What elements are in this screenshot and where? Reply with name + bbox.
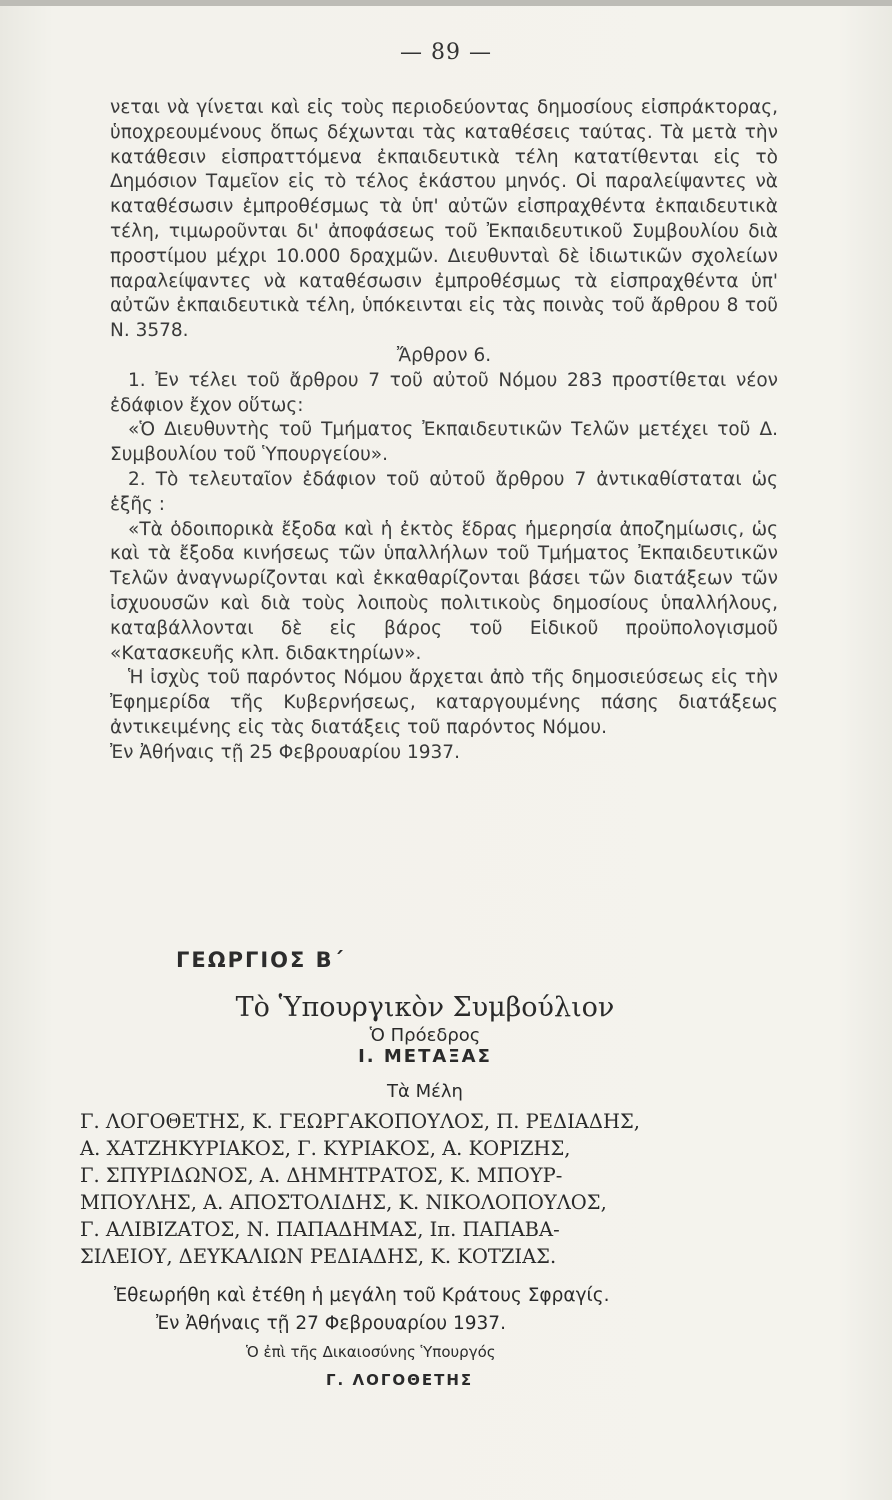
paragraph-article6-2: 2. Τὸ τελευταῖον ἐδάφιον τοῦ αὐτοῦ ἄρθρου 7 ἀντικαθίσταται ὡς ἑξῆς : [110,468,778,515]
members-line: Γ. ΛΟΓΟΘΕΤΗΣ, Κ. ΓΕΩΡΓΑΚΟΠΟΥΛΟΣ, Π. ΡΕΔΙΑΔΗΣ, [80,1110,640,1133]
date-line-2: Ἐν Ἀθήναις τῇ 27 Φεβρουαρίου 1937. [156,1313,506,1334]
justice-minister-role: Ὁ ἐπὶ τῆς Δικαιοσύνης Ὑπουργός [246,1343,496,1361]
paragraph-quote-director: «Ὁ Διευθυντὴς τοῦ Τμήματος Ἐκπαιδευτικῶν Τελῶν μετέχει τοῦ Δ. Συμβουλίου τοῦ Ὑπουργείου». [110,419,778,466]
date-line-1: Ἐν Ἀθήναις τῇ 25 Φεβρουαρίου 1937. [110,741,460,763]
members-line: Γ. ΑΛΙΒΙΖΑΤΟΣ, Ν. ΠΑΠΑΔΗΜΑΣ, Ιπ. ΠΑΠΑΒΑ- [80,1218,560,1241]
members-line: Γ. ΣΠΥΡΙΔΩΝΟΣ, Α. ΔΗΜΗΤΡΑΤΟΣ, Κ. ΜΠΟΥΡ- [80,1164,563,1187]
paragraph-quote-expenses: «Τὰ ὁδοιπορικὰ ἔξοδα καὶ ἡ ἐκτὸς ἕδρας ἡμερησία ἀποζημίωσις, ὡς καὶ τὰ ἔξοδα κινήσεως τῶν ὑπαλλήλων τοῦ Τμήματος Ἐκπαιδευτικῶν Τελῶν ἀναγνωρίζονται καὶ ἐκκαθαρίζονται βάσει τῶν διατάξεων τῶν ἰσχυουσῶν καὶ διὰ τοὺς λοιποὺς πολιτικοὺς δημοσίους ὑπαλλήλους, καταβάλλονται δὲ εἰς βάρος τοῦ Εἰδικοῦ προϋπολογισμοῦ «Κατασκευῆς κλπ. διδακτηρίων». [110,518,778,664]
document-body [110,96,778,766]
paragraph-validity: Ἡ ἰσχὺς τοῦ παρόντος Νόμου ἄρχεται ἀπὸ τῆς δημοσιεύσεως εἰς τὴν Ἐφημερίδα τῆς Κυβερνήσεως, καταργουμένης πάσης διατάξεως ἀντικειμένης εἰς τὰς διατάξεις τοῦ παρόντος Νόμου. [110,667,778,738]
king-signature: ΓΕΩΡΓΙΟΣ Β΄ [176,948,345,972]
members-list [80,1108,770,1270]
seal-line: Ἐθεωρήθη καὶ ἐτέθη ἡ μεγάλη τοῦ Κράτους Σφραγίς. [114,1285,610,1306]
paragraph-article6-1: 1. Ἐν τέλει τοῦ ἄρθρου 7 τοῦ αὐτοῦ Νόμου 283 προστίθεται νέον ἐδάφιον ἔχον οὕτως: [110,369,778,416]
justice-minister-name: Γ. ΛΟΓΟΘΕΤΗΣ [326,1371,474,1389]
article-heading: Ἄρθρον 6. [396,344,492,366]
council-title: Τὸ Ὑπουργικὸν Συμβούλιον [235,992,615,1023]
signature-block [80,948,770,1394]
members-line: Α. ΧΑΤΖΗΚΥΡΙΑΚΟΣ, Γ. ΚΥΡΙΑΚΟΣ, Α. ΚΟΡΙΖΗΣ, [80,1137,571,1160]
members-line: ΜΠΟΥΛΗΣ, Α. ΑΠΟΣΤΟΛΙΔΗΣ, Κ. ΝΙΚΟΛΟΠΟΥΛΟΣ, [80,1191,607,1214]
president-name: Ι. ΜΕΤΑΞΑΣ [358,1046,492,1067]
president-role: Ὁ Πρόεδρος [369,1025,481,1046]
members-line: ΣΙΛΕΙΟΥ, ΔΕΥΚΑΛΙΩΝ ΡΕΔΙΑΔΗΣ, Κ. ΚΟΤΖΙΑΣ. [80,1245,557,1268]
scan-top-edge [0,0,892,6]
page-number: — 89 — [400,40,492,65]
paragraph-continuation: νεται νὰ γίνεται καὶ εἰς τοὺς περιοδεύοντας δημοσίους εἰσπράκτορας, ὑποχρεουμένους ὅπως δέχωνται τὰς καταθέσεις ταύτας. Τὰ μετὰ τὴν κατάθεσιν εἰσπραττόμενα ἐκπαιδευτικὰ τέλη κατατίθενται εἰς τὸ Δημόσιον Ταμεῖον εἰς τὸ τέλος ἑκάστου μηνός. Οἱ παραλείψαντες νὰ καταθέσωσιν ἐμπροθέσμως τὰ ὑπ' αὐτῶν εἰσπραχθέντα ἐκπαιδευτικὰ τέλη, τιμωροῦνται δι' ἀποφάσεως τοῦ Ἐκπαιδευτικοῦ Συμβουλίου διὰ προστίμου μέχρι 10.000 δραχμῶν. Διευθυνταὶ δὲ ἰδιωτικῶν σχολείων παραλείψαντες νὰ καταθέσωσιν ἐμπροθέσμως τὰ εἰσπραχθέντα ὑπ' αὐτῶν ἐκπαιδευτικὰ τέλη, ὑπόκεινται εἰς τὰς ποινὰς τοῦ ἄρθρου 8 τοῦ Ν. 3578. [110,97,778,342]
closing-block [80,1282,770,1394]
members-label: Τὰ Μέλη [387,1081,463,1102]
